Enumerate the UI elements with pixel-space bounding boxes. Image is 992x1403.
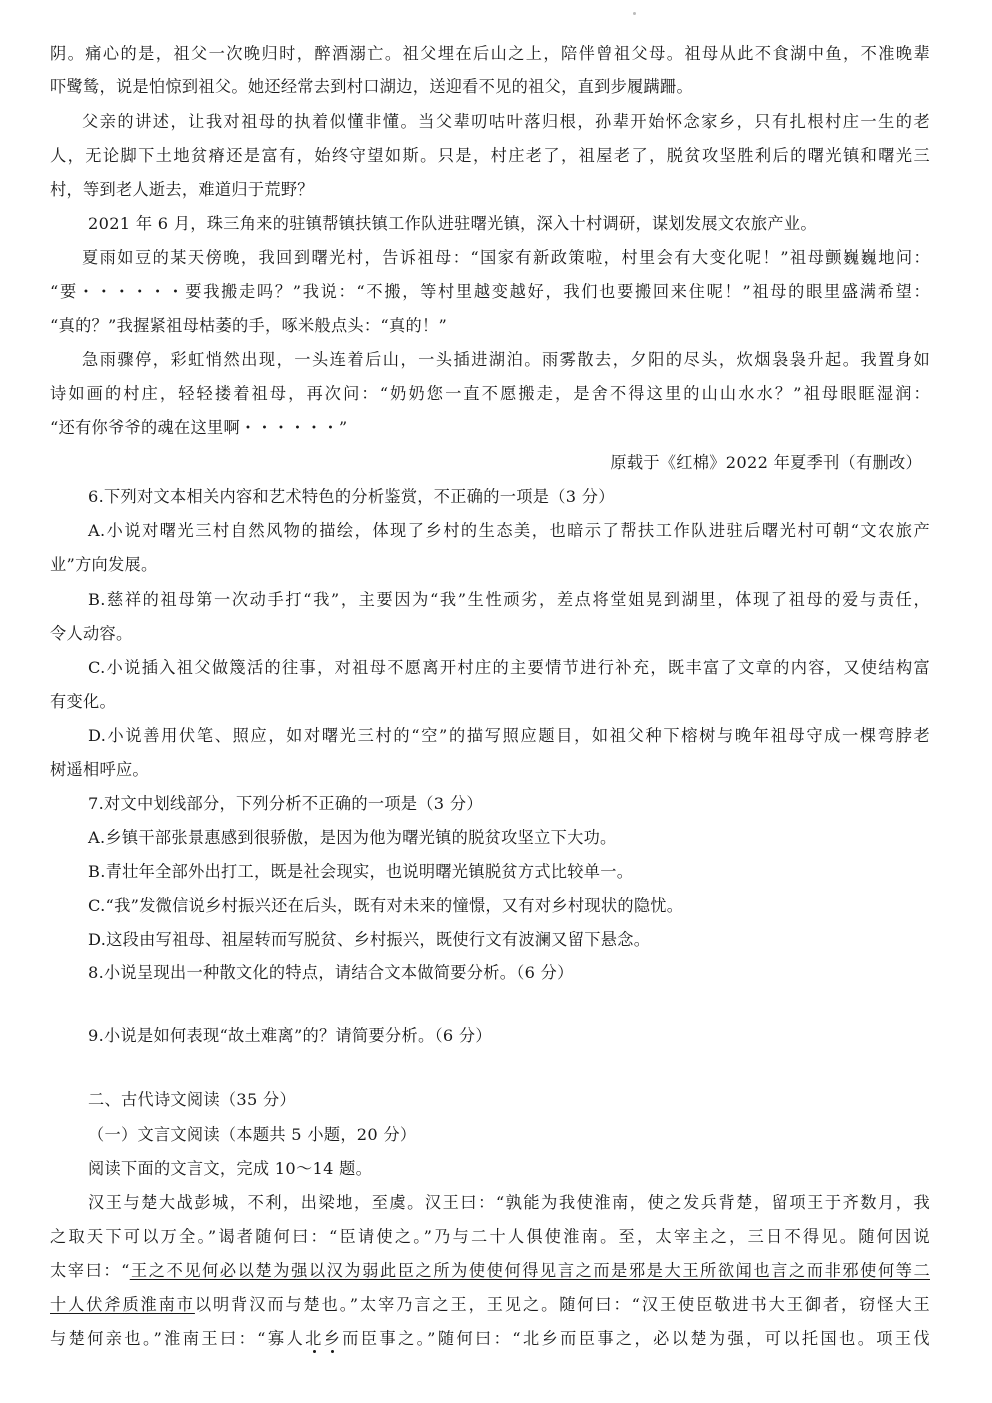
question-9: 9.小说是如何表现“故土难离”的？请简要分析。（6 分） [88, 1026, 492, 1045]
classical-text-segment: 与楚何亲也。”淮南王曰：“寡人 [50, 1329, 306, 1348]
dotted-character: 乡 [323, 1329, 343, 1348]
question-6-option-b-cont: 令人动容。 [50, 624, 133, 643]
story-line: 人，无论脚下土地贫瘠还是富有，始终守望如斯。只是，村庄老了，祖屋老了，脱贫攻坚胜利后的曙光镇和曙光三 [50, 146, 930, 165]
classical-text-line [50, 1294, 930, 1316]
classical-text-segment: 以明背汉而与楚也。”太宰乃言之王，王见之。随何曰：“汉王使臣敬进书大王御者，窃怪大王 [194, 1295, 930, 1314]
underlined-passage: 十人伏斧质淮南市 [50, 1295, 195, 1314]
question-6-option-a: A.小说对曙光三村自然风物的描绘，体现了乡村的生态美，也暗示了帮扶工作队进驻后曙光村可朝“文农旅产 [88, 521, 930, 540]
section-title: 二、古代诗文阅读（35 分） [88, 1090, 297, 1109]
story-line: “要・・・・・・要我搬走吗？”我说：“不搬，等村里越变越好，我们也要搬回来住呢！”祖母的眼里盛满希望： [50, 282, 930, 301]
classical-text-segment: 而臣事之。”随何曰：“北乡而臣事之，必以楚为强，可以托国也。项王伐 [342, 1329, 930, 1348]
question-6-option-c-cont: 有变化。 [50, 692, 116, 711]
question-7-option-b: B.青壮年全部外出打工，既是社会现实，也说明曙光镇脱贫方式比较单一。 [88, 862, 634, 881]
question-6-option-d-cont: 树遥相呼应。 [50, 760, 149, 779]
story-line: 夏雨如豆的某天傍晚，我回到曙光村，告诉祖母：“国家有新政策啦，村里会有大变化呢！”祖母颤巍巍地问： [82, 248, 930, 267]
question-6-option-d: D.小说善用伏笔、照应，如对曙光三村的“空”的描写照应题目，如祖父种下榕树与晚年祖母守成一棵弯脖老 [88, 726, 930, 745]
story-line: 诗如画的村庄，轻轻搂着祖母，再次问：“奶奶您一直不愿搬走，是舍不得这里的山山水水？”祖母眼眶湿润： [50, 384, 930, 403]
story-line: “真的？”我握紧祖母枯萎的手，啄米般点头：“真的！” [50, 316, 448, 335]
question-7-option-c: C.“我”发微信说乡村振兴还在后头，既有对未来的憧憬，又有对乡村现状的隐忧。 [88, 896, 684, 915]
story-line: 阴。痛心的是，祖父一次晚归时，醉酒溺亡。祖父埋在后山之上，陪伴曾祖父母。祖母从此不食湖中鱼，不准晚辈 [50, 44, 930, 63]
question-6-option-b: B.慈祥的祖母第一次动手打“我”，主要因为“我”生性顽劣，差点将堂姐晃到湖里，体现了祖母的爱与责任， [88, 590, 930, 609]
story-line: 2021 年 6 月，珠三角来的驻镇帮镇扶镇工作队进驻曙光镇，深入十村调研，谋划发展文农旅产业。 [88, 214, 817, 233]
story-line: 急雨骤停，彩虹悄然出现，一头连着后山，一头插进湖泊。雨雾散去，夕阳的尽头，炊烟袅袅升起。我置身如 [82, 350, 930, 369]
scan-mark [633, 12, 636, 15]
story-source: 原载于《红棉》2022 年夏季刊（有删改） [610, 453, 922, 472]
question-6-option-c: C.小说插入祖父做篾活的往事，对祖母不愿离开村庄的主要情节进行补充，既丰富了文章的内容，又使结构富 [88, 658, 930, 677]
classical-text-line: 之取天下可以万全。”谒者随何曰：“臣请使之。”乃与二十人俱使淮南。至，太宰主之，三日不得见。随何因说 [50, 1227, 930, 1246]
dotted-character: 北 [305, 1329, 324, 1348]
question-8: 8.小说呈现出一种散文化的特点，请结合文本做简要分析。（6 分） [88, 963, 574, 982]
question-6-stem: 6.下列对文本相关内容和艺术特色的分析鉴赏，不正确的一项是（3 分） [88, 487, 615, 506]
classical-text-line: 汉王与楚大战彭城，不利，出梁地，至虞。汉王曰：“孰能为我使淮南，使之发兵背楚，留项王于齐数月，我 [88, 1193, 930, 1212]
question-7-option-a: A.乡镇干部张景惠感到很骄傲，是因为他为曙光镇的脱贫攻坚立下大功。 [88, 828, 617, 847]
story-line: 吓鹭鸶，说是怕惊到祖父。她还经常去到村口湖边，送迎看不见的祖父，直到步履蹒跚。 [50, 77, 694, 96]
section-instruction: 阅读下面的文言文，完成 10～14 题。 [88, 1159, 373, 1178]
story-line: 父亲的讲述，让我对祖母的执着似懂非懂。当父辈叨咕叶落归根，孙辈开始怀念家乡，只有扎根村庄一生的老 [82, 112, 930, 131]
classical-text-segment: 太宰曰：“ [50, 1261, 130, 1280]
classical-text-line [50, 1260, 930, 1282]
story-line: “还有你爷爷的魂在这里啊・・・・・・” [50, 418, 348, 437]
classical-text-line [50, 1328, 930, 1350]
section-subtitle: （一）文言文阅读（本题共 5 小题，20 分） [88, 1125, 417, 1144]
underlined-passage: 王之不见何必以楚为强以汉为弱此臣之所为使使何得见言之而是邪是大王所欲闻也言之而非邪使何等二 [129, 1261, 930, 1280]
question-7-option-d: D.这段由写祖母、祖屋转而写脱贫、乡村振兴，既使行文有波澜又留下悬念。 [88, 930, 651, 949]
question-6-option-a-cont: 业”方向发展。 [50, 555, 158, 574]
question-7-stem: 7.对文中划线部分，下列分析不正确的一项是（3 分） [88, 794, 483, 813]
story-line: 村，等到老人逝去，难道归于荒野？ [50, 180, 314, 199]
